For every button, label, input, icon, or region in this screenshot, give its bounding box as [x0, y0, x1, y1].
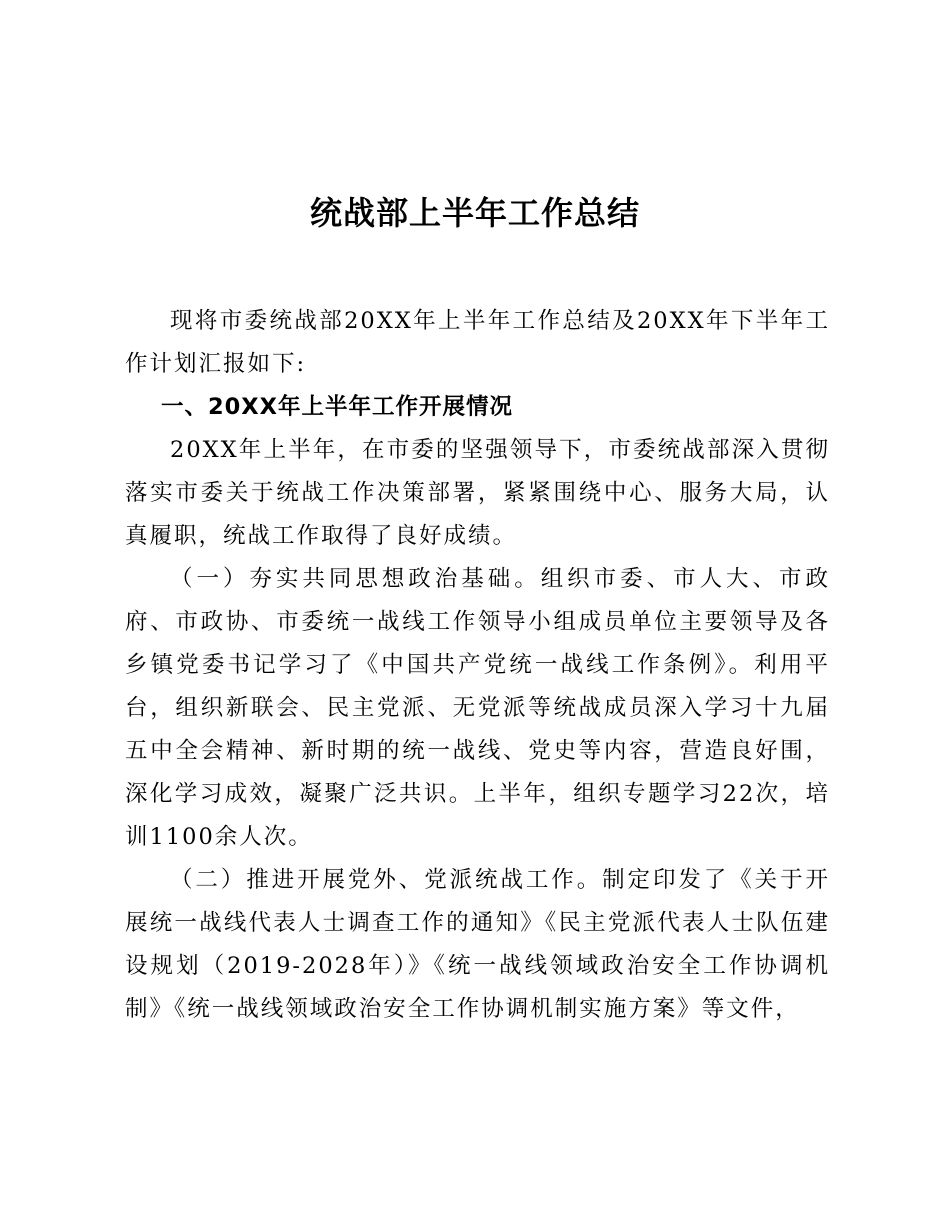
overview-paragraph: 20XX年上半年，在市委的坚强领导下，市委统战部深入贯彻落实市委关于统战工作决策部署，紧紧围绕中心、服务大局，认真履职，统战工作取得了良好成绩。 [125, 437, 830, 549]
section-heading: 一、20XX年上半年工作开展情况 [161, 394, 514, 420]
item-2-paragraph: （二）推进开展党外、党派统战工作。制定印发了《关于开展统一战线代表人士调查工作的通知》《民主党派代表人士队伍建设规划（2019-2028年）》《统一战线领域政治安全工作协调机制》《统一战线领域政治安全工作协调机制实施方案》等文件， [125, 867, 830, 1022]
item-1-paragraph: （一）夯实共同思想政治基础。组织市委、市人大、市政府、市政协、市委统一战线工作领导小组成员单位主要领导及各乡镇党委书记学习了《中国共产党统一战线工作条例》。利用平台，组织新联会、民主党派、无党派等统战成员深入学习十九届五中全会精神、新时期的统一战线、党史等内容，营造良好围，深化学习成效，凝聚广泛共识。上半年，组织专题学习22次，培训1100余人次。 [125, 566, 830, 850]
document-body [125, 300, 830, 1031]
intro-paragraph: 现将市委统战部20XX年上半年工作总结及20XX年下半年工作计划汇报如下: [125, 308, 830, 377]
document-title: 统战部上半年工作总结 [309, 194, 640, 233]
